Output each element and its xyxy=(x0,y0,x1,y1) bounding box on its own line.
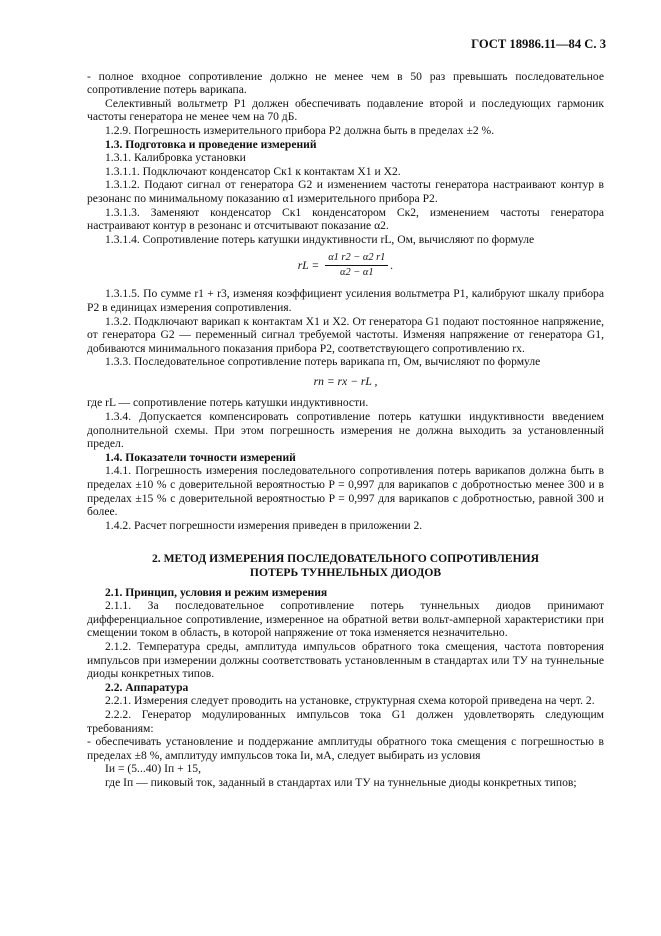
page-header: ГОСТ 18986.11—84 С. 3 xyxy=(471,37,606,51)
paragraph-1-3-3: 1.3.3. Последовательное сопротивление потерь варикапа rп, Ом, вычисляют по формуле xyxy=(105,355,541,369)
chapter-heading-2-line2: ПОТЕРЬ ТУННЕЛЬНЫХ ДИОДОВ xyxy=(249,566,442,579)
formula-rp: rп = rx − rL , xyxy=(313,374,378,388)
section-heading-2-2: 2.2. Аппаратура xyxy=(105,680,189,694)
paragraph-1-3-2: 1.3.2. Подключают варикап к контактам X1 и X2. От генератора G1 подают постоянное напряжение, от генератора G2 — переменный сигнал требуемой частоты. Изменяя напряжение от генератора G1, добиваются минимального показания прибора P2, соответствующего сопротивлению rx. xyxy=(87,314,604,355)
formula-rl-fraction xyxy=(325,252,388,279)
paragraph-1-3-4: 1.3.4. Допускается компенсировать сопротивление потерь катушки индуктивности введением дополнительной схемы. При этом погрешность измерения не должна выходить за установленный предел. xyxy=(87,410,604,451)
formula-rl-numerator: α1 r2 − α2 r1 xyxy=(325,252,388,266)
paragraph-1-3-1-5: 1.3.1.5. По сумме r1 + r3, изменяя коэффициент усиления вольтметра P1, калибруют шкалу прибора P2 в единицах измерения сопротивления. xyxy=(87,287,604,314)
paragraph-condition: Iи = (5...40) Iп + 15, xyxy=(105,762,201,776)
chapter-heading-2-line1: 2. МЕТОД ИЗМЕРЕНИЯ ПОСЛЕДОВАТЕЛЬНОГО СОПРОТИВЛЕНИЯ xyxy=(151,552,539,566)
paragraph-2-1-1: 2.1.1. За последовательное сопротивление потерь туннельных диодов принимают дифференциальное сопротивление, измеренное на обратной ветви вольт-амперной характеристики при смещении током в область, в которой напряжение от тока изменяется незначительно. xyxy=(87,599,604,640)
paragraph-2-2-1: 2.2.1. Измерения следует проводить на установке, структурная схема которой приведена на черт. 2. xyxy=(105,694,595,708)
paragraph-where-ip: где Iп — пиковый ток, заданный в стандартах или ТУ на туннельные диоды конкретных типов; xyxy=(105,775,577,789)
paragraph-2-2-2: 2.2.2. Генератор модулированных импульсов тока G1 должен удовлетворять следующим требованиям: xyxy=(87,707,604,735)
paragraph-1-3-1-4: 1.3.1.4. Сопротивление потерь катушки индуктивности rL, Ом, вычисляют по формуле xyxy=(105,232,535,246)
paragraph-1-3-1-2: 1.3.1.2. Подают сигнал от генератора G2 и изменением частоты генератора настраивают контур в резонанс по минимальному показанию α1 измерительного прибора P2. xyxy=(87,178,604,205)
formula-rl-tail: . xyxy=(390,259,394,273)
section-heading-2-1: 2.1. Принцип, условия и режим измерения xyxy=(105,585,328,599)
section-heading-1-3: 1.3. Подготовка и проведение измерений xyxy=(105,137,317,151)
paragraph-selective-voltmeter: Селективный вольтметр P1 должен обеспечивать подавление второй и последующих гармоник частоты генератора не менее чем на 70 дБ. xyxy=(87,96,604,124)
paragraph-1-3-1-1: 1.3.1.1. Подключают конденсатор Cк1 к контактам X1 и X2. xyxy=(105,164,401,178)
paragraph-1-2-9: 1.2.9. Погрешность измерительного прибора P2 должна быть в пределах ±2 %. xyxy=(105,123,495,137)
paragraph-impedance: - полное входное сопротивление должно не менее чем в 50 раз превышать последовательное сопротивление потерь варикапа. xyxy=(87,69,604,97)
section-heading-1-4: 1.4. Показатели точности измерений xyxy=(105,450,296,464)
paragraph-where-rl: где rL — сопротивление потерь катушки индуктивности. xyxy=(87,396,369,410)
paragraph-1-3-1-3: 1.3.1.3. Заменяют конденсатор Cк1 конденсатором Cк2, изменением частоты генератора настраивают контур в резонанс и отсчитывают показание α2. xyxy=(87,205,604,233)
spacer xyxy=(87,532,604,552)
formula-rl-denominator: α2 − α1 xyxy=(340,267,374,279)
paragraph-1-4-1: 1.4.1. Погрешность измерения последовательного сопротивления потерь варикапов должна быть в пределах ±10 % с доверительной вероятностью P = 0,997 для варикапов с добротностью менее 300 и в пределах ±15 % с доверительной вероятностью P = 0,997 для варикапов с добротностью, равной 300 и более. xyxy=(87,464,604,519)
paragraph-list-item: - обеспечивать установление и поддержание амплитуды обратного тока смещения с погрешностью в пределах ±8 %, амплитуду импульсов тока Iи, мА, следует выбирать из условия xyxy=(87,735,604,762)
paragraph-1-3-1: 1.3.1. Калибровка установки xyxy=(105,151,246,165)
formula-rl-lhs: rL = xyxy=(297,259,320,273)
formula-rl xyxy=(87,252,604,279)
paragraph-2-1-2: 2.1.2. Температура среды, амплитуда импульсов обратного тока смещения, частота повторения импульсов при измерении должны соответствовать установленным в стандартах или ТУ на туннельные диоды конкретных типов. xyxy=(87,639,604,681)
paragraph-1-4-2: 1.4.2. Расчет погрешности измерения приведен в приложении 2. xyxy=(105,518,423,532)
